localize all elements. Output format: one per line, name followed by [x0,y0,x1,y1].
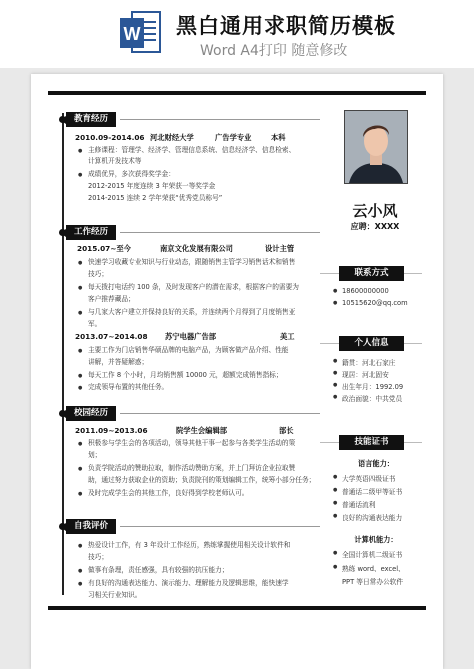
section-divider [120,413,320,414]
section-title-work: 工作经历 [66,225,116,240]
list-item-cont: 客户推荐藏品； [88,295,135,303]
language-heading: 语言能力： [358,459,394,468]
bullet-icon: ● [333,358,338,364]
bullet-icon: ● [333,550,338,556]
bullet-icon: ● [333,300,338,306]
skill-item: 熟练 word、excel、 [342,565,405,573]
education-org: 河北财经大学 [150,133,194,142]
list-item: ● 每天工作 8 个小时，月均销售额 10000 元，超额完成销售指标； [88,371,283,379]
list-item: ● 快速学习收藏专业知识与行业动态，跟随销售主管学习销售话术和销售 [88,258,295,266]
education-degree: 本科 [271,133,286,142]
work-period: 2015.07~至今 [77,244,131,253]
personal-item: 政治面貌：中共党员 [342,395,403,403]
skill-item: 良好的沟通表达能力 [342,514,403,522]
list-item: ● 做事有条理，责任感强，具有较强的抗压能力； [88,566,228,574]
page-header [0,0,474,68]
list-item: ● 完成领导布置的其他任务。 [88,383,168,391]
bullet-icon: ● [333,487,338,493]
skill-item: 普通话流利 [342,501,376,509]
personal-item: 出生年月：1992.09 [342,383,404,391]
list-item-cont: 军。 [88,320,102,328]
list-item: ● 与几家大客户建立并保持良好的关系，并连续两个月得到了月度销售亚 [88,308,295,316]
top-divider [48,91,426,95]
section-divider [120,119,320,120]
bullet-icon: ● [333,394,338,400]
section-title-education: 教育经历 [66,112,116,127]
list-item-cont: 划； [88,451,102,459]
bullet-icon: ● [333,513,338,519]
computer-heading: 计算机能力： [354,535,398,544]
list-item: ● 每天拨打电话约 100 条，及时发现客户的潜在需求，根据客户的需要为 [88,283,299,291]
list-item: ● 主修课程：管理学、经济学、管理信息系统、信息经济学、信息检索、 [88,146,295,154]
avatar [344,110,408,184]
work-org: 苏宁电器广告部 [165,332,217,341]
section-divider [120,526,320,527]
apply-position: 应聘：XXXX [350,222,400,231]
personal-item: 籍贯：河北石家庄 [342,359,396,367]
skill-item: 大学英语四级证书 [342,475,396,483]
skill-item-cont: PPT 等日常办公软件 [342,578,404,586]
bullet-icon: ● [333,288,338,294]
education-major: 广告学专业 [215,133,252,142]
list-item: ● 热爱设计工作，有 3 年设计工作经历，熟练掌握使用相关设计软件和 [88,541,290,549]
candidate-name: 云小风 [352,202,398,220]
skills-heading: 技能证书 [339,435,404,450]
work-role: 美工 [280,332,295,341]
list-item-cont: 讲解，并答疑解惑； [88,358,149,366]
work-role: 设计主管 [265,244,295,253]
campus-period: 2011.09~2013.06 [75,426,148,435]
work-period: 2013.07~2014.08 [75,332,148,341]
bottom-divider [48,606,426,610]
email-address: 10515620@qq.com [342,299,408,307]
section-title-campus: 校园经历 [66,406,116,421]
list-item-cont: 习相关行业知识。 [88,591,142,599]
campus-role: 部长 [279,426,294,435]
word-icon-letter: W [123,24,141,44]
bullet-icon: ● [333,370,338,376]
work-org: 南京文化发展有限公司 [160,244,233,253]
bullet-icon: ● [333,382,338,388]
skill-item: 普通话二级甲等证书 [342,488,403,496]
list-item-cont: 技巧； [88,553,109,561]
section-divider [120,232,320,233]
list-item: ● 主要工作为门店销售华硕品牌的电脑产品，为顾客做产品介绍、性能 [88,346,289,354]
contact-heading: 联系方式 [339,266,404,281]
personal-heading: 个人信息 [339,336,404,351]
page-title: 黑白通用求职简历模板 [176,14,396,38]
list-item-cont: 2014-2015 连续 2 学年荣获“优秀党员称号” [88,194,223,202]
skill-item: 全国计算机二级证书 [342,551,403,559]
word-document-icon [118,10,162,56]
bullet-icon: ● [333,474,338,480]
list-item-cont: 技巧； [88,270,109,278]
personal-item: 现居：河北固安 [342,371,389,379]
campus-org: 院学生会编辑部 [176,426,228,435]
list-item: ● 及时完成学生会的其他工作，良好得到学校老师认可。 [88,489,249,497]
page-subtitle: Word A4打印 随意修改 [200,43,348,59]
list-item: ● 成绩优异，多次获得奖学金： [88,170,175,178]
list-item-cont: 2012-2015 年度连续 3 年荣获一等奖学金 [88,182,216,190]
list-item: ● 积极参与学生会的各项活动，领导其他干事一起参与各类学生活动的策 [88,439,295,447]
list-item-cont: 计算机开发技术等 [88,157,142,165]
bullet-icon: ● [333,500,338,506]
list-item: ● 有良好的沟通表达能力、演示能力、理解能力及逻辑思维，能快速学 [88,579,289,587]
phone-number: 18600000000 [342,287,389,295]
list-item: ● 负责学院活动的赞助拉取，制作活动赞助方案，并上门拜访企业拉取赞 [88,464,295,472]
section-title-self: 自我评价 [66,519,116,534]
bullet-icon: ● [333,564,338,570]
education-period: 2010.09-2014.06 [75,133,145,142]
list-item-cont: 助，通过努力获取企业的资助；负责院刊的策划编辑工作，统筹小部分任务； [88,476,316,484]
